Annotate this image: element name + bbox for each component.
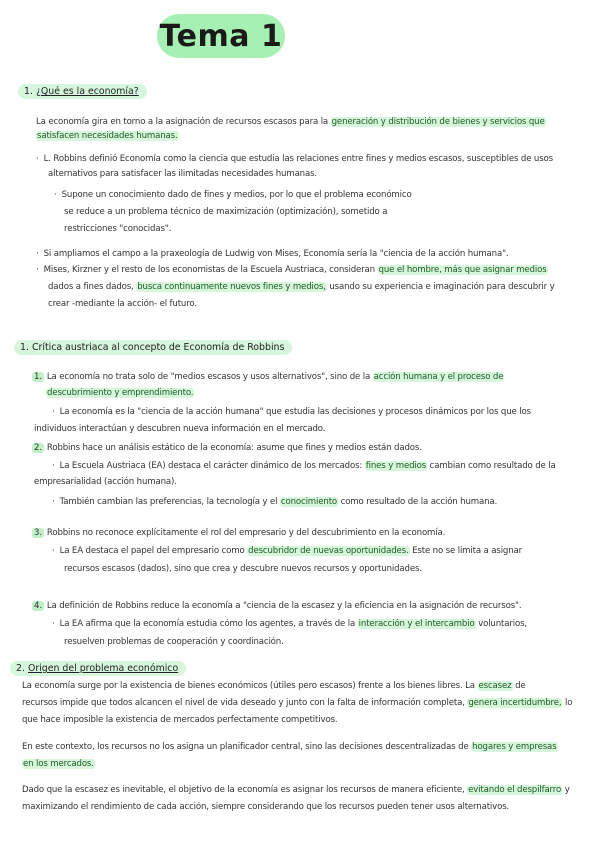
s2-item-line xyxy=(52,619,527,630)
text: crear -mediante la acción- el futuro. xyxy=(48,299,197,309)
section-1-heading xyxy=(18,84,147,99)
s2-item-line xyxy=(64,637,284,648)
s2-item-line xyxy=(52,497,497,508)
s3-paragraph-line xyxy=(22,802,509,813)
text: recursos escasos (dados), sino que crea y descubre nuevos recursos y oportunidades. xyxy=(64,564,422,574)
text: Si ampliamos el campo a la praxeología de Ludwig von Mises, Economía sería la "ciencia de la acción humana". xyxy=(43,249,509,259)
section-1-number: 1. xyxy=(24,86,33,97)
s3-paragraph-line xyxy=(22,785,570,796)
text: individuos interactúan y descubren nueva información en el mercado. xyxy=(34,424,326,434)
text: de xyxy=(512,681,526,691)
text: maximizando el rendimiento de cada acción, siempre considerando que los recursos pueden tener usos alternativos. xyxy=(22,802,510,812)
highlight: en los mercados. xyxy=(23,759,94,769)
bullet-dot: · xyxy=(52,407,55,417)
s2-item-line xyxy=(52,546,522,557)
s2-item-line xyxy=(32,372,504,383)
text: La economía no trata solo de "medios escasos y usos alternativos", sino de la xyxy=(46,372,373,382)
section-2-heading xyxy=(14,340,292,355)
highlight: descubridor de nuevas oportunidades. xyxy=(248,546,409,556)
s1-bullet-line xyxy=(36,249,508,260)
text: La definición de Robbins reduce la economía a "ciencia de la escasez y la eficiencia en la asignación de recursos". xyxy=(46,601,522,611)
text: También cambian las preferencias, la tecnología y el xyxy=(59,497,280,507)
highlight: hogares y empresas xyxy=(472,742,557,752)
text: La EA destaca el papel del empresario como xyxy=(59,546,248,556)
text: alternativos para satisfacer las ilimitadas necesidades humanas. xyxy=(48,169,318,179)
s1-bullet-line xyxy=(36,265,548,276)
text: como resultado de la acción humana. xyxy=(338,497,498,507)
page-title: Tema 1 xyxy=(159,18,283,54)
section-3-title: Origen del problema económico xyxy=(27,663,179,674)
highlight: fines y medios xyxy=(365,461,427,471)
bullet-dot: · xyxy=(36,154,39,164)
s2-item-line xyxy=(52,407,531,418)
bullet-dot: · xyxy=(52,619,55,629)
s1-bullet-line xyxy=(48,282,555,293)
s1-paragraph-line xyxy=(36,117,546,128)
text: restricciones "conocidas". xyxy=(64,224,172,234)
text: Robbins hace un análisis estático de la economía: asume que fines y medios están dados. xyxy=(46,443,422,453)
s3-paragraph-line xyxy=(22,715,337,726)
s1-paragraph-line xyxy=(36,131,179,142)
section-1-title: ¿Qué es la economía? xyxy=(35,86,139,97)
s2-item-line xyxy=(32,443,422,454)
bullet-dot: · xyxy=(52,546,55,556)
text: que hace imposible la existencia de mercados perfectamente competitivos. xyxy=(22,715,338,725)
s1-bullet-line xyxy=(36,154,553,165)
text: cambian como resultado de la xyxy=(427,461,556,471)
highlight: descubrimiento y emprendimiento. xyxy=(47,388,194,398)
s1-bullet-line xyxy=(48,299,197,310)
s1-subbullet-line xyxy=(54,190,412,201)
text: y xyxy=(562,785,570,795)
s2-item-line xyxy=(46,388,194,399)
bullet-dot: · xyxy=(36,265,39,275)
title-highlight xyxy=(157,14,285,58)
text: La economía surge por la existencia de bienes económicos (útiles pero escasos) frente a los bienes libres. La xyxy=(22,681,478,691)
s2-item-line xyxy=(34,424,325,435)
s3-paragraph-line xyxy=(22,698,572,709)
highlight: escasez xyxy=(478,681,512,691)
s2-item-line xyxy=(32,601,521,612)
section-2-title: Crítica austriaca al concepto de Economía de Robbins xyxy=(31,342,285,353)
highlight: evitando el despilfarro xyxy=(468,785,562,795)
s1-subbullet-line xyxy=(64,207,387,218)
text: Supone un conocimiento dado de fines y medios, por lo que el problema económico xyxy=(61,190,412,200)
text: usando su experiencia e imaginación para descubrir y xyxy=(326,282,555,292)
bullet-dot: · xyxy=(54,190,57,200)
text: se reduce a un problema técnico de maximización (optimización), sometido a xyxy=(64,207,388,217)
text: dados a fines dados, xyxy=(48,282,137,292)
s3-paragraph-line xyxy=(22,681,526,692)
text: voluntarios, xyxy=(475,619,527,629)
text: Dado que la escasez es inevitable, el objetivo de la economía es asignar los recursos de manera eficiente, xyxy=(22,785,468,795)
s2-item-line xyxy=(52,461,556,472)
s3-paragraph-line xyxy=(22,742,558,753)
s2-item-line xyxy=(64,564,422,575)
text: Robbins no reconoce explícitamente el rol del empresario y del descubrimiento en la economía. xyxy=(46,528,446,538)
bullet-dot: · xyxy=(52,497,55,507)
highlight: que el hombre, más que asignar medios xyxy=(378,265,547,275)
text: L. Robbins definió Economía como la ciencia que estudia las relaciones entre fines y medios escasos, susceptibles de usos xyxy=(43,154,553,164)
text: empresarialidad (acción humana). xyxy=(34,477,177,487)
highlight: generación y distribución de bienes y servicios que xyxy=(331,117,545,127)
highlight: interacción y el intercambio xyxy=(358,619,475,629)
text: En este contexto, los recursos no los asigna un planificador central, sino las decisiones descentralizadas de xyxy=(22,742,472,752)
text: lo xyxy=(562,698,573,708)
highlight: busca continuamente nuevos fines y medios, xyxy=(137,282,326,292)
section-2-number: 1. xyxy=(20,342,29,353)
highlight: satisfacen necesidades humanas. xyxy=(37,131,178,141)
s1-bullet-line xyxy=(48,169,317,180)
bullet-dot: · xyxy=(36,249,39,259)
bullet-dot: · xyxy=(52,461,55,471)
text: resuelven problemas de cooperación y coordinación. xyxy=(64,637,284,647)
text: La economía gira en torno a la asignación de recursos escasos para la xyxy=(36,117,331,127)
text: Este no se limita a asignar xyxy=(409,546,523,556)
section-3-heading xyxy=(10,661,186,676)
text: Mises, Kirzner y el resto de los economistas de la Escuela Austriaca, consideran xyxy=(43,265,378,275)
text: La EA afirma que la economía estudia cómo los agentes, a través de la xyxy=(59,619,358,629)
item-number: 2. xyxy=(34,443,42,453)
highlight: acción humana y el proceso de xyxy=(373,372,504,382)
text: recursos impide que todos alcancen el nivel de vida deseado y junto con la falta de información completa, xyxy=(22,698,468,708)
highlight: genera incertidumbre, xyxy=(468,698,562,708)
text: La Escuela Austriaca (EA) destaca el carácter dinámico de los mercados: xyxy=(59,461,365,471)
section-3-number: 2. xyxy=(16,663,25,674)
s3-paragraph-line xyxy=(22,759,95,770)
text: La economía es la "ciencia de la acción humana" que estudia las decisiones y procesos dinámicos por los que los xyxy=(59,407,531,417)
item-number: 1. xyxy=(34,372,42,382)
item-number: 3. xyxy=(34,528,42,538)
s2-item-line xyxy=(34,477,177,488)
highlight: conocimiento xyxy=(280,497,338,507)
s1-subbullet-line xyxy=(64,224,171,235)
s2-item-line xyxy=(32,528,445,539)
item-number: 4. xyxy=(34,601,42,611)
